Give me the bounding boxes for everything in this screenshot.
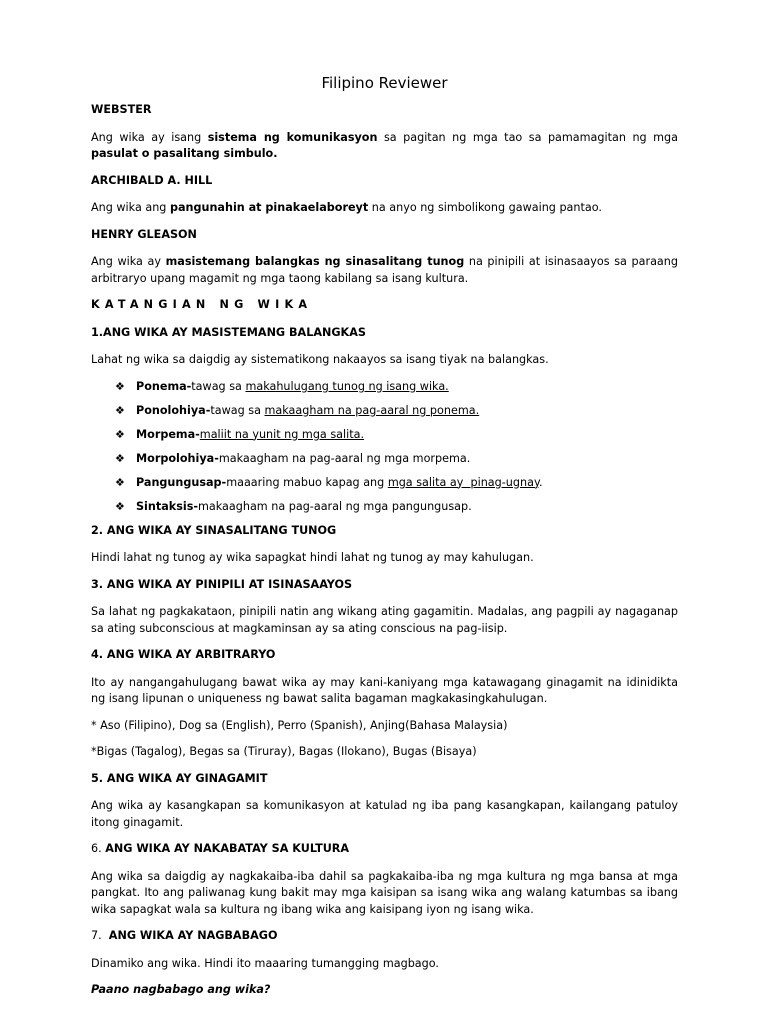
- heading-section-2: 2. ANG WIKA AY SINASALITANG TUNOG: [91, 523, 337, 537]
- paragraph-section-3: Sa lahat ng pagkakataon, pinipili natin ang wikang ating gagamitin. Madalas, ang pagpili ay nagaganap sa ating subconscious at magkaminsan ay sa ating conscious na pag-iisip.: [91, 605, 678, 635]
- text: na pinipili at isinasaayos sa paraang arbitraryo upang magamit ng mga taong kabilang sa isang kultura.: [91, 255, 678, 285]
- bullet-term: Pangungusap-: [136, 475, 227, 489]
- text: Ang wika ay isang: [91, 130, 208, 144]
- text: Ang wika ay: [91, 255, 166, 268]
- heading-section-4: 4. ANG WIKA AY ARBITRARYO: [91, 648, 276, 661]
- diamond-bullet-icon: ❖: [115, 427, 125, 441]
- bold-text: masistemang balangkas ng sinasalitang tunog: [165, 255, 465, 268]
- diamond-bullet-icon: ❖: [115, 499, 125, 513]
- bullet-term: Sintaksis-: [136, 499, 198, 513]
- diamond-bullet-icon: ❖: [115, 475, 125, 489]
- bullet-text: tawag sa: [191, 379, 246, 393]
- question-line: Paano nagbabago ang wika?: [91, 983, 271, 996]
- diamond-bullet-icon: ❖: [115, 379, 125, 393]
- heading-section-5: 5. ANG WIKA AY GINAGAMIT: [91, 771, 268, 785]
- heading-section-6: [91, 841, 678, 858]
- bold-text: sistema ng komunikasyon: [207, 130, 378, 144]
- heading-section-3: 3. ANG WIKA AY PINIPILI AT ISINASAAYOS: [91, 577, 353, 591]
- bullet-item: [115, 499, 678, 515]
- bold-text: pasulat o pasalitang simbulo: [91, 147, 274, 160]
- section-number: 6.: [91, 842, 106, 855]
- bullet-text: makaagham na pag-aaral ng mga morpema.: [218, 451, 471, 465]
- diamond-bullet-icon: ❖: [115, 403, 125, 417]
- heading-gleason: HENRY GLEASON: [91, 227, 197, 241]
- paragraph-section-5: Ang wika ay kasangkapan sa komunikasyon at katulad ng iba pang kasangkapan, kailangang patuloy itong ginagamit.: [91, 799, 678, 829]
- heading-hill: ARCHIBALD A. HILL: [91, 173, 213, 187]
- paragraph-gleason: [91, 254, 678, 287]
- bullet-term: Ponema-: [136, 379, 192, 393]
- bullet-item: [115, 475, 678, 491]
- bullet-term: Morpolohiya-: [136, 451, 219, 465]
- heading-katangian: KATANGIAN NG WIKA: [91, 298, 313, 311]
- bullet-text: maaaring mabuo kapag ang: [226, 475, 388, 489]
- bullet-text: tawag sa: [210, 403, 265, 417]
- bullet-item: [115, 451, 678, 467]
- bullet-text: makaagham na pag-aaral ng mga pangungusap.: [198, 499, 472, 513]
- example-line-1: * Aso (Filipino), Dog sa (English), Perro (Spanish), Anjing(Bahasa Malaysia): [91, 718, 508, 732]
- bullet-list: [91, 379, 678, 515]
- section-title: ANG WIKA AY NAGBABAGO: [108, 929, 278, 942]
- bullet-underlined-text: maliit na yunit ng mga salita.: [199, 427, 365, 441]
- bullet-item: [115, 427, 678, 443]
- paragraph-webster: [91, 130, 678, 163]
- bullet-item: [115, 379, 678, 395]
- text: Ang wika ang: [91, 201, 170, 214]
- example-line-2: *Bigas (Tagalog), Begas sa (Tiruray), Bagas (Ilokano), Bugas (Bisaya): [91, 745, 477, 758]
- paragraph-section-7: Dinamiko ang wika. Hindi ito maaaring tumangging magbago.: [91, 956, 439, 970]
- bullet-tail: .: [538, 475, 543, 489]
- heading-section-1: 1.ANG WIKA AY MASISTEMANG BALANGKAS: [91, 325, 366, 339]
- text: .: [273, 147, 278, 160]
- bold-text: pangunahin at pinakaelaboreyt: [169, 201, 369, 214]
- text: na anyo ng simbolikong gawaing pantao.: [368, 201, 602, 214]
- document-title: Filipino Reviewer: [321, 74, 448, 92]
- paragraph-hill: [91, 200, 678, 217]
- paragraph-section-6: Ang wika sa daigdig ay nagkakaiba-iba dahil sa pagkakaiba-iba ng mga kultura ng mga bansa at mga pangkat. Ito ang paliwanag kung bakit may mga kaisipan sa isang wika ang walang katumbas sa ibang wika sapagkat wala sa kultura ng ibang wika ang kaisipang iyon ng isang wika.: [91, 869, 678, 916]
- heading-section-7: [91, 928, 678, 945]
- bullet-underlined-text: makaagham na pag-aaral ng ponema.: [264, 403, 480, 417]
- paragraph-section-1: Lahat ng wika sa daigdig ay sistematikong nakaayos sa isang tiyak na balangkas.: [91, 353, 549, 366]
- bullet-term: Morpema-: [136, 427, 200, 441]
- heading-webster: WEBSTER: [91, 103, 152, 116]
- bullet-term: Ponolohiya-: [136, 403, 211, 417]
- bullet-underlined-text: mga salita ay pinag-ugnay: [387, 475, 539, 489]
- paragraph-section-4: Ito ay nangangahulugang bawat wika ay may kani-kaniyang mga katawagang ginagamit na idinidikta ng isang lipunan o uniqueness ng bawat salita bagaman magkakasingkahulugan.: [91, 675, 678, 705]
- bullet-item: [115, 403, 678, 419]
- paragraph-section-2: Hindi lahat ng tunog ay wika sapagkat hindi lahat ng tunog ay may kahulugan.: [91, 551, 534, 564]
- bullet-underlined-text: makahulugang tunog ng isang wika.: [245, 379, 449, 393]
- text: sa pagitan ng mga tao sa pamamagitan ng mga: [377, 130, 678, 144]
- section-title: ANG WIKA AY NAKABATAY SA KULTURA: [105, 842, 350, 855]
- diamond-bullet-icon: ❖: [115, 451, 125, 465]
- section-number: 7.: [91, 929, 109, 942]
